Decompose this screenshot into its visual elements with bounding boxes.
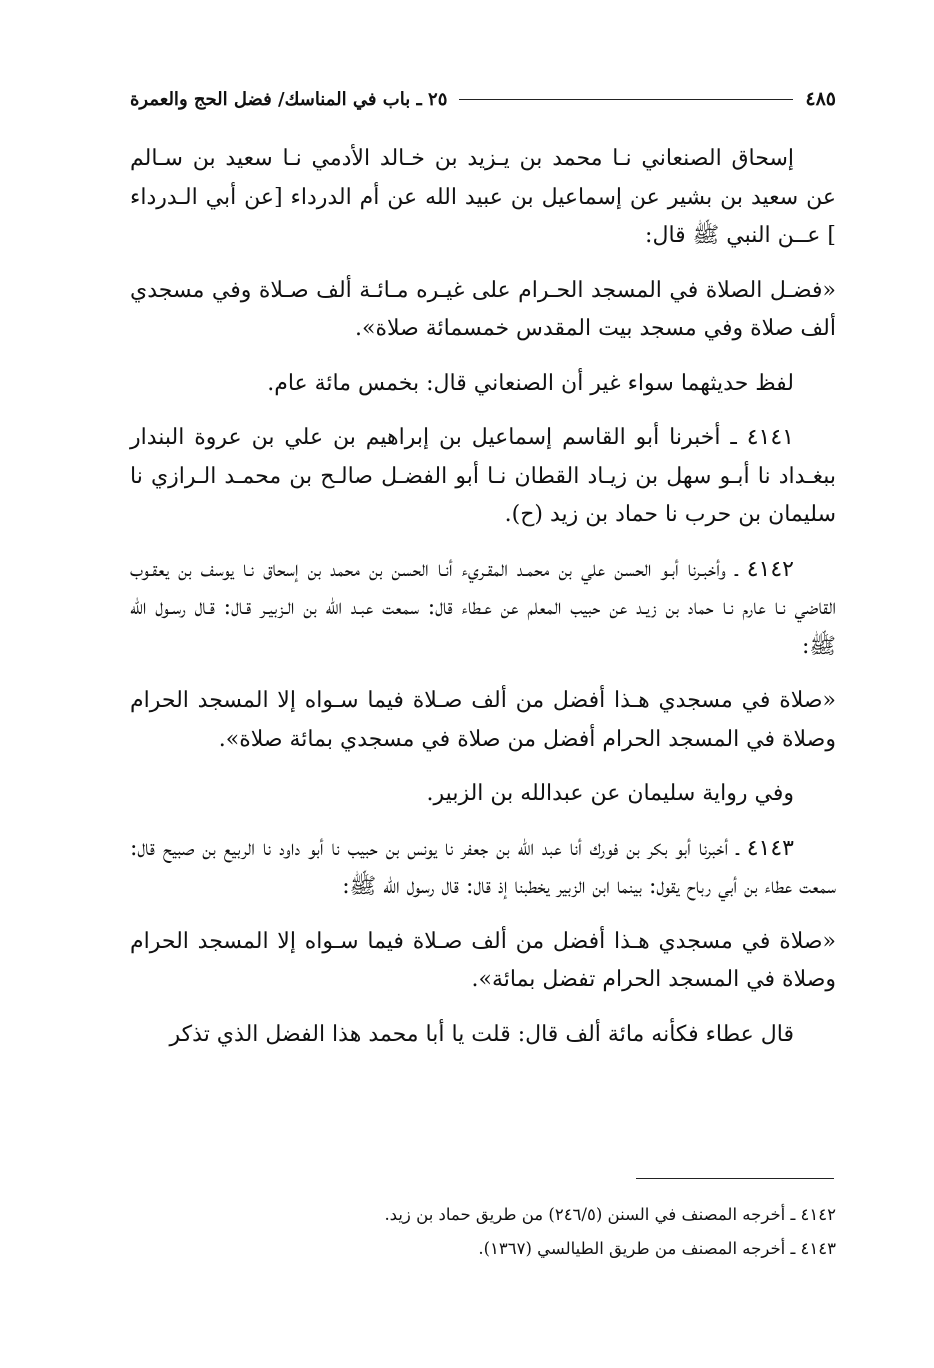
- footnote-separator: [636, 1178, 834, 1179]
- paragraph-continuation: قال عطاء فكأنه مائة ألف قال: قلت يا أبا محمد هذا الفضل الذي تذكر: [169, 1021, 794, 1047]
- hadith-quote: «فضـل الصلاة في المسجد الحـرام على غيـره مـائـة ألف صـلاة وفي مسجدي ألف صلاة وفي مسجد بيت المقدس خمسمائة صلاة».: [130, 277, 836, 341]
- paragraph-note: لفظ حديثهما سواء غير أن الصنعاني قال: بخمس مائة عام.: [267, 370, 794, 396]
- footnote-4142: ٤١٤٢ ـ أخرجه المصنف في السنن (٢٤٦/٥) من طريق حماد بن زيد.: [384, 1205, 836, 1224]
- paragraph-hadith-4141: ٤١٤١ ـ أخبرنا أبو القاسم إسماعيل بن إبراهيم بن علي بن عروة البندار ببغـداد نا أبـو سهل بن زيـاد القطان نـا أبو الفضـل صالـح بن محمـد الـرازي نا سليمان بن حرب نا حماد بن زيد (ح).: [130, 425, 836, 527]
- paragraph-note: وفي رواية سليمان عن عبدالله بن الزبير.: [426, 781, 794, 806]
- page-number: ٤٨٥: [805, 88, 836, 110]
- page-header: [130, 82, 836, 116]
- paragraph-hadith-4142: ٤١٤٢ ـ وأخبـرنا أبـو الحسن علي بن محمـد المقـريء أنـا الحسن بن محمد بن إسحاق نـا يوسف بن يعقـوب القاضي نـا عارم نـا حماد بن زيـد عن حبيب المعلم عن عـطاء قال: سمعت عبـد الله بن الـزبيـر قـال: قـال رسـول الله ﷺ:: [130, 556, 836, 659]
- footnote-4143: ٤١٤٣ ـ أخرجه المصنف من طريق الطيالسي (١٣٦٧).: [478, 1239, 836, 1258]
- main-text: [130, 140, 836, 1070]
- hadith-quote: «صلاة في مسجدي هـذا أفضل من ألف صـلاة فيما سـواه إلا المسجد الحرام وصلاة في المسجد الحرام أفضل من صلاة في مسجدي بمائة صلاة».: [130, 688, 836, 752]
- footnotes: [130, 1198, 836, 1266]
- running-title: ٢٥ ـ باب في المناسك/ فضل الحج والعمرة: [130, 88, 448, 110]
- hadith-quote: «صلاة في مسجدي هـذا أفضل من ألف صـلاة فيما سـواه إلا المسجد الحرام وصلاة في المسجد الحرام تفضل بمائة».: [130, 928, 836, 992]
- paragraph-hadith-4143: ٤١٤٣ ـ أخبرنا أبو بكر بن فورك أنا عبد الله بن جعفر نا يونس بن حبيب نا أبو داود نا الربيع بن صبيح قال: سمعت عطاء بن أبي رباح يقول: بينما ابن الزبير يخطبنا إذ قال: قال رسول الله ﷺ:: [130, 835, 836, 899]
- header-rule: [459, 99, 793, 100]
- paragraph-isnad-continuation: إسحاق الصنعاني نـا محمد بن يـزيد بن خـالد الأدمي نـا سعيد بن سـالم عن سعيد بن بشير عن إسماعيل بن عبيد الله عن أم الدرداء [عن أبي الـدرداء ] عــن النبي ﷺ قال:: [130, 146, 836, 248]
